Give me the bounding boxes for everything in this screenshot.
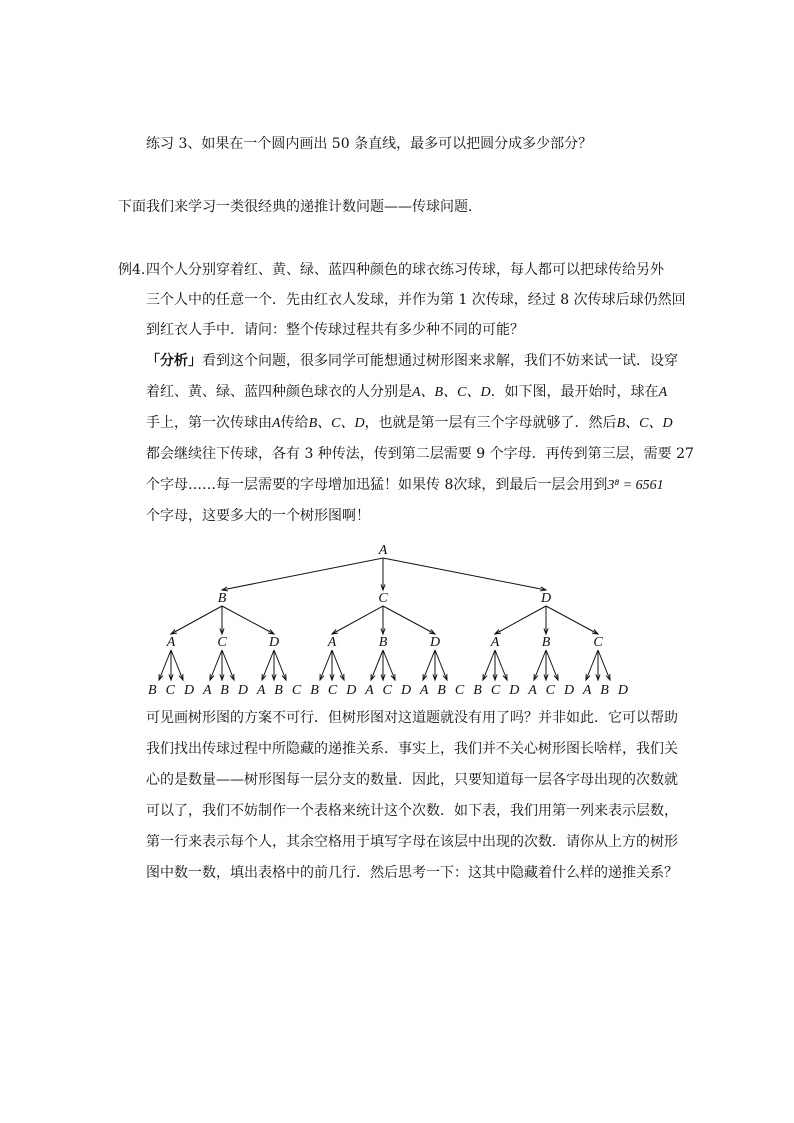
analysis-line-6: 个字母，这要多大的一个树形图啊！ <box>146 508 370 524</box>
tree-leaf-row: B C D A B D A B C B C D A C D A B C B C D A C D A B D <box>148 683 628 698</box>
analysis-line-4: 都会继续往下传球，各有 3 种传法，传到第二层需要 9 个字母．再传到第三层，需要 27 <box>146 446 694 462</box>
exercise-3: 练习 3、如果在一个圆内画出 50 条直线，最多可以把圆分成多少部分？ <box>146 136 593 152</box>
analysis-line-2: 着红、黄、绿、蓝四种颜色球衣的人分别是A、B、C、D．如下图，最开始时，球在A <box>146 384 668 400</box>
tree-level2-node: B <box>541 635 551 650</box>
tree-edge-level1 <box>383 558 546 590</box>
conclusion-line-5: 第一行来表示每个人，其余空格用于填写字母在该层中出现的次数．请你从上方的树形 <box>146 834 678 850</box>
tree-level2-node: C <box>217 635 227 650</box>
conclusion-line-4: 可以了，我们不妨制作一个表格来统计这个次数．如下表，我们用第一列来表示层数， <box>146 803 678 819</box>
tree-edge-level1 <box>222 558 383 590</box>
tree-level2-node: B <box>378 635 388 650</box>
tree-edge-level2 <box>222 606 274 634</box>
tree-edge-level2 <box>332 606 383 634</box>
example-line-3: 到红衣人手中．请问：整个传球过程共有多少种不同的可能？ <box>146 322 524 338</box>
example-line-2: 三个人中的任意一个．先由红衣人发球，并作为第 1 次传球，经过 8 次传球后球仍然回 <box>146 292 686 308</box>
tree-edge-level2 <box>495 606 546 634</box>
conclusion-line-3: 心的是数量——树形图每一层分支的数量．因此，只要知道每一层各字母出现的次数就 <box>146 772 678 788</box>
tree-level2-node: A <box>327 635 337 650</box>
intro-text: 下面我们来学习一类很经典的递推计数问题——传球问题． <box>118 199 482 215</box>
tree-level2-node: A <box>490 635 500 650</box>
tree-level1-node: D <box>540 591 552 606</box>
analysis-line-5: 个字母……每一层需要的字母增加迅猛！如果传 8次球，到最后一层会用到3⁸ = 6561 <box>146 477 664 493</box>
conclusion-line-1: 可见画树形图的方案不可行．但树形图对这道题就没有用了吗？并非如此．它可以帮助 <box>146 710 678 726</box>
pass-tree-diagram <box>140 536 660 706</box>
example-line-1: 四个人分别穿着红、黄、绿、蓝四种颜色的球衣练习传球，每人都可以把球传给另外 <box>146 262 664 278</box>
tree-edge-level2 <box>171 606 222 634</box>
tree-edge-level2 <box>383 606 435 634</box>
conclusion-line-6: 图中数一数，填出表格中的前几行．然后思考一下：这其中隐藏着什么样的递推关系？ <box>146 865 678 881</box>
tree-level1-node: C <box>378 591 388 606</box>
analysis-line-1: 「分析」看到这个问题，很多同学可能想通过树形图来求解，我们不妨来试一试．设穿 <box>146 353 678 369</box>
tree-level2-node: C <box>593 635 603 650</box>
tree-level1-node: B <box>217 591 227 606</box>
analysis-label: 「分析」 <box>146 353 202 369</box>
example-label: 例4. <box>118 262 146 278</box>
tree-root-node: A <box>378 543 388 558</box>
tree-level2-node: D <box>429 635 441 650</box>
conclusion-line-2: 我们找出传球过程中所隐藏的递推关系．事实上，我们并不关心树形图长啥样，我们关 <box>146 741 678 757</box>
tree-level2-node: A <box>166 635 176 650</box>
tree-level2-node: D <box>268 635 280 650</box>
analysis-line-3: 手上，第一次传球由A传给B、C、D，也就是第一层有三个字母就够了．然后B、C、D <box>146 415 673 431</box>
tree-edge-level2 <box>546 606 598 634</box>
